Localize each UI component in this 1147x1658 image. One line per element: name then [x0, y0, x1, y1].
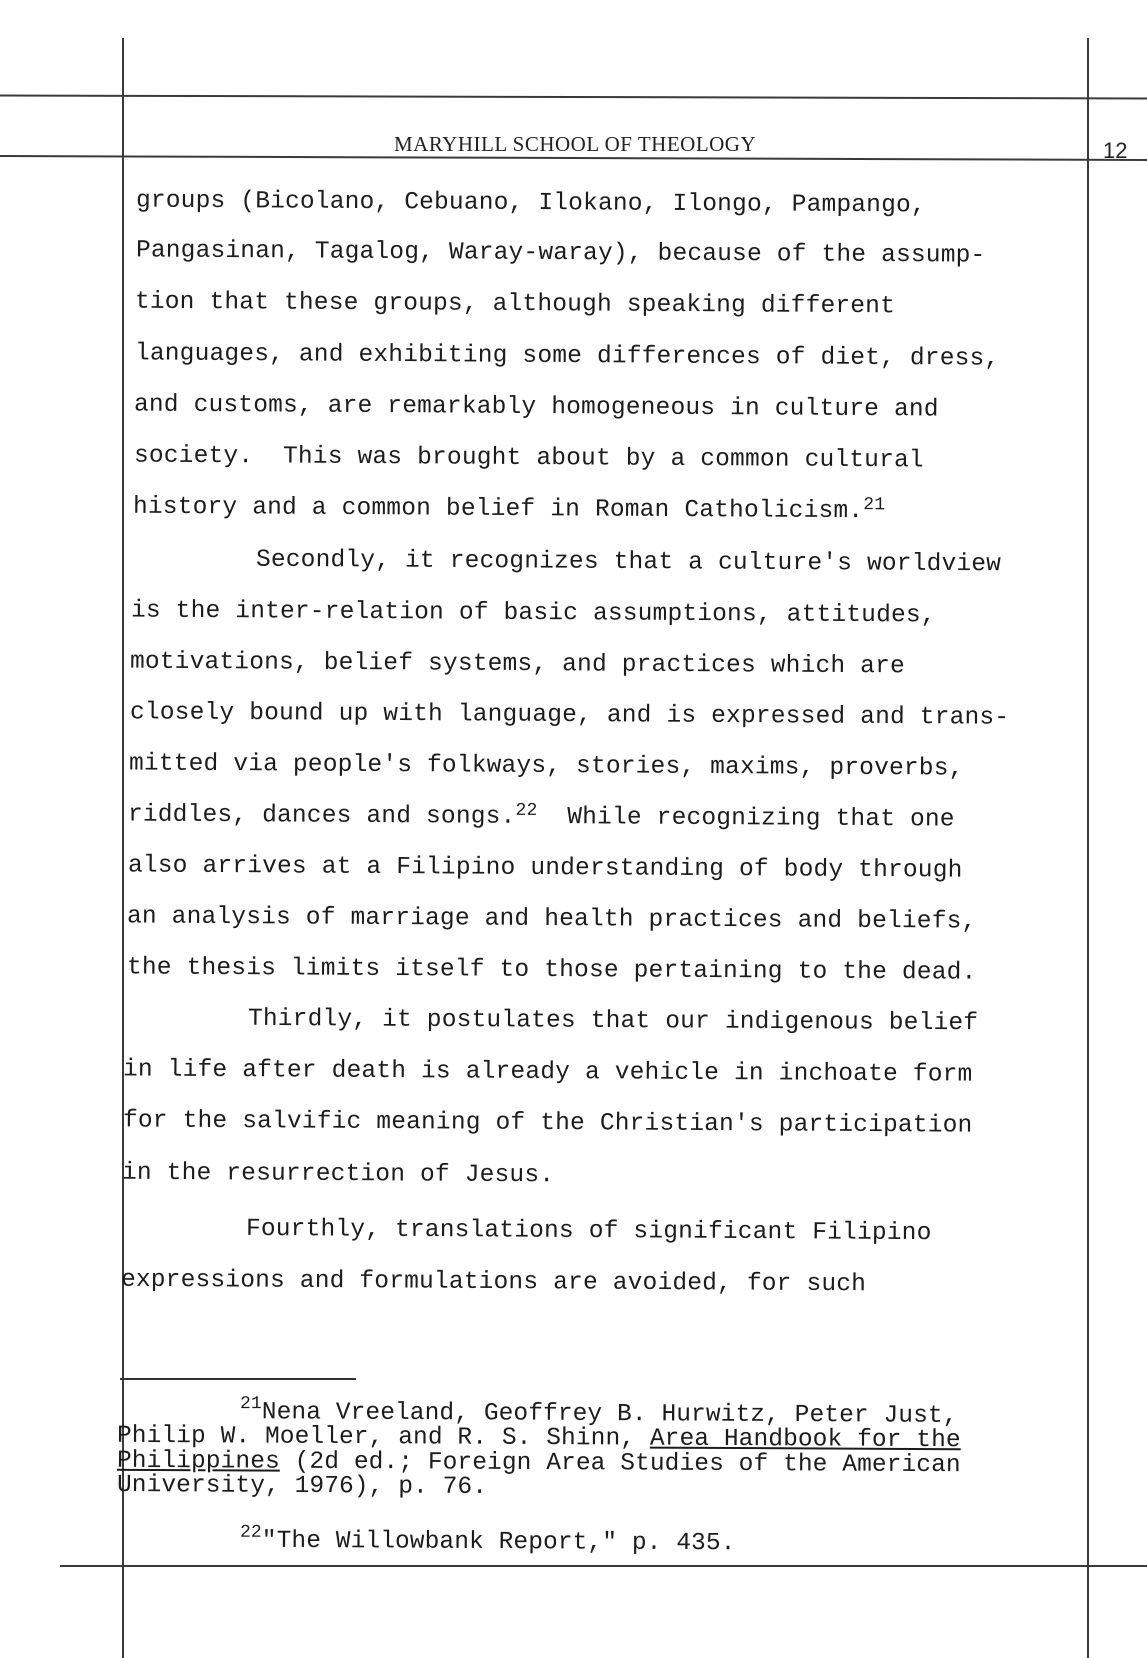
body-line: tion that these groups, although speaking different	[134, 288, 896, 321]
body-line: Secondly, it recognizes that a culture's worldview	[255, 546, 1002, 579]
body-line: in life after death is already a vehicle in inchoate form	[122, 1056, 973, 1089]
body-line: Thirdly, it postulates that our indigenous belief	[247, 1005, 979, 1038]
page-number: 12	[1103, 138, 1128, 163]
body-line: riddles, dances and songs.$^{22}$ While recognizing that one	[127, 800, 955, 834]
footnote-number: 22	[239, 1522, 262, 1543]
body-line: Fourthly, translations of significant Filipino	[245, 1215, 932, 1248]
body-line: for the salvific meaning of the Christian's participation	[122, 1107, 973, 1140]
footnote-number: 21	[239, 1394, 262, 1415]
footnote-line: $^{21}$Nena Vreeland, Geoffrey B. Hurwitz, Peter Just,	[239, 1394, 958, 1430]
body-line: history and a common belief in Roman Catholicism.$^{21}$	[132, 493, 886, 526]
body-line: and customs, are remarkably homogeneous in culture and	[133, 391, 939, 424]
body-line: motivations, belief systems, and practices which are	[129, 648, 906, 681]
body-line: languages, and exhibiting some differences of diet, dress,	[134, 340, 1000, 373]
body-line: Pangasinan, Tagalog, Waray-waray), because of the assump-	[135, 237, 986, 270]
body-line: expressions and formulations are avoided, for such	[120, 1266, 867, 1299]
body-line: mitted via people's folkways, stories, maxims, proverbs,	[128, 750, 964, 783]
body-line: closely bound up with language, and is expressed and trans-	[129, 699, 1010, 732]
body-line: in the resurrection of Jesus.	[121, 1159, 555, 1190]
body-line: the thesis limits itself to those pertaining to the dead.	[126, 954, 977, 987]
footnote-line: $^{22}$"The Willowbank Report," p. 435.	[239, 1522, 736, 1558]
body-line: an analysis of marriage and health practices and beliefs,	[126, 903, 977, 936]
footnote-line: University, 1976), p. 76.	[116, 1472, 488, 1501]
top-rule	[0, 94, 1147, 99]
book-title: Philippines	[116, 1447, 280, 1476]
page-header-title: MARYHILL SCHOOL OF THEOLOGY	[394, 132, 757, 156]
book-title: Area Handbook for the	[649, 1425, 961, 1455]
body-line: is the inter-relation of basic assumptions, attitudes,	[130, 597, 936, 630]
bottom-rule	[60, 1565, 1147, 1567]
footnote-ref-22: 22	[515, 800, 538, 821]
right-margin-rule	[1087, 38, 1089, 1658]
body-line: society. This was brought about by a common cultural	[133, 442, 924, 475]
footnote-line: Philip W. Moeller, and R. S. Shinn, Area Handbook for the	[116, 1422, 961, 1455]
body-line: groups (Bicolano, Cebuano, Ilokano, Ilongo, Pampango,	[135, 187, 926, 220]
body-line: also arrives at a Filipino understanding of body through	[127, 852, 963, 885]
footnote-ref-21: 21	[863, 495, 886, 516]
footnote-separator	[120, 1378, 356, 1380]
left-margin-rule	[122, 38, 124, 1658]
footnote-line: Philippines (2d ed.; Foreign Area Studies of the American	[116, 1447, 961, 1480]
